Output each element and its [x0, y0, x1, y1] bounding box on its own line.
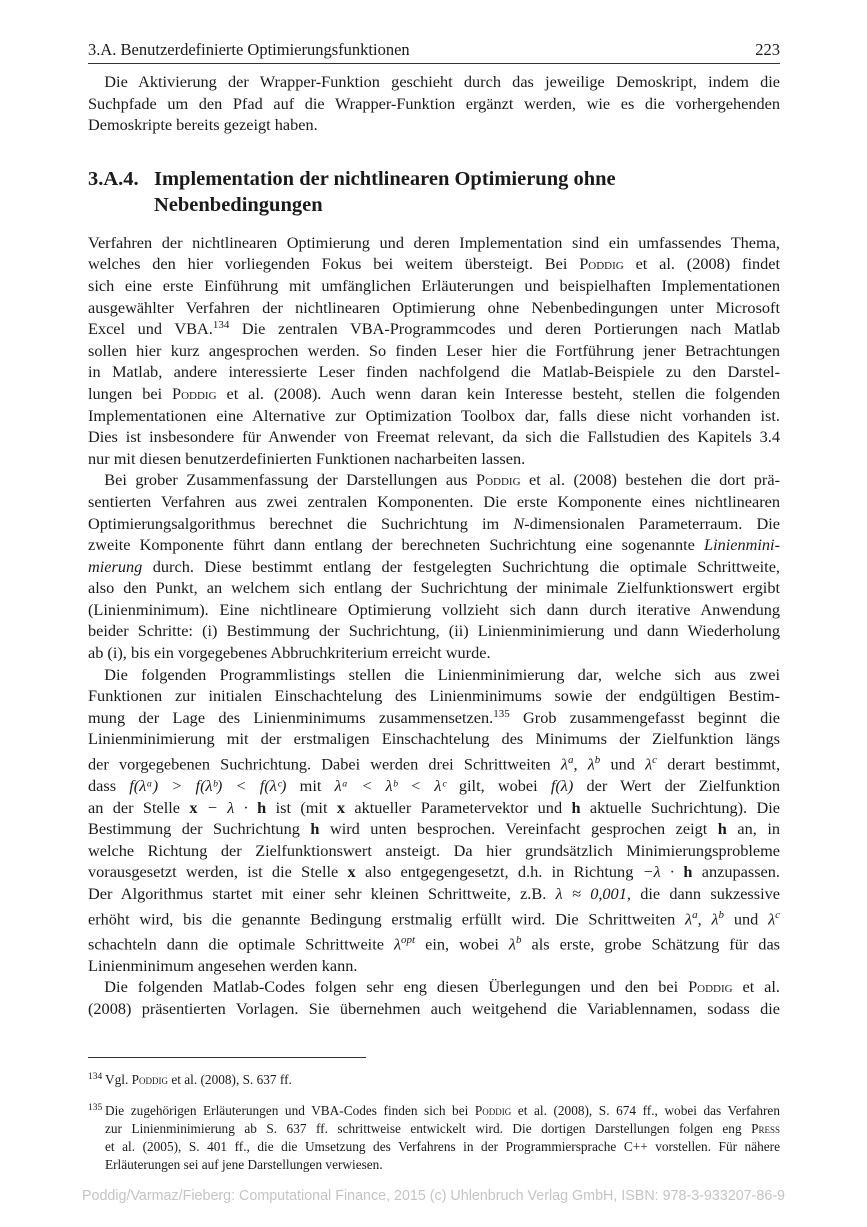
text-line: et al. (2005), S. 401 ff., die die Umsetzung des Verfahrens in der Programmiersprache C++ vorstellen. Für nähere [105, 1139, 780, 1155]
text-line [88, 534, 780, 556]
text: gilt, wobei [445, 776, 551, 796]
footnote-text [105, 1102, 780, 1174]
text-line: (Linienminimum). Eine nichtlineare Optimierung vollzieht sich dann durch iterative Anwendung [88, 599, 780, 619]
text: Die zentralen VBA-Programmcodes und deren Portierungen nach Matlab [229, 319, 780, 339]
math-superscript: c [652, 754, 658, 767]
book-page [88, 40, 780, 1174]
author-name: Poddig [131, 1072, 168, 1088]
text-line: sollen hier kurz angesprochen werden. So finden Leser hier die Fortführung jener Betrachtungen [88, 340, 780, 360]
text-line: Dies ist insbesondere für Anwender von Freemat relevant, da sich die Fallstudien des Kapitels 3.4 [88, 427, 780, 447]
text: ist (mit [266, 797, 337, 817]
text-line [88, 797, 780, 819]
intro-paragraph [88, 71, 780, 136]
text: und [724, 909, 769, 929]
text: Excel und VBA. [88, 319, 213, 339]
footnote-ref[interactable]: 135 [493, 707, 510, 720]
text: lungen bei [88, 383, 173, 403]
footnote-text [105, 1071, 780, 1089]
text-line: Funktionen zur initialen Einschachtelung des Linienminimums sowie der endgültigen Bestim- [88, 686, 780, 706]
math-formula: f(λᵃ) > f(λᵇ) < f(λᶜ) [129, 776, 287, 796]
math-superscript: b [594, 754, 601, 767]
text: zur Linienminimierung ab S. 637 ff. schrittweise entwickelt wird. Die dortigen Darstellungen folgen eng [105, 1121, 752, 1137]
section-heading [88, 166, 780, 218]
text-line [105, 1120, 780, 1138]
text: Bestimmung der Suchrichtung [88, 819, 311, 839]
author-name: Poddig [476, 470, 521, 490]
text: -dimensionalen Parameterraum. Die [524, 513, 780, 533]
emphasis: Linienmini- [704, 535, 780, 555]
footnote-ref[interactable]: 134 [212, 319, 230, 332]
text-line: sentierten Verfahren aus zwei zentralen Komponenten. Die erste Komponente eines nichtlinearen [88, 491, 780, 511]
text: an, in [726, 819, 780, 839]
math-formula: λᵃ < λᵇ < λᶜ [334, 776, 446, 796]
text: also entgegengesetzt, d.h. in Richtung [355, 862, 643, 882]
text-line: Suchpfade um den Pfad auf die Wrapper-Funktion ergänzt werden, wie es die vorhergehenden [88, 93, 780, 113]
text: dass [88, 776, 130, 796]
text-line: welche Richtung der Zielfunktionswert ansteigt. Da hier grundsätzlich Minimierungsprobleme [88, 840, 780, 860]
math-vector: x [336, 797, 345, 817]
text: an der Stelle [88, 797, 190, 817]
section-title-line: Nebenbedingungen [154, 193, 323, 216]
math-operator: − λ · [197, 797, 258, 817]
text-line: also den Punkt, an welchem sich entlang der Suchrichtung der minimale Zielfunktionswert ergibt [88, 578, 780, 598]
text-line: nur mit diesen benutzerdefinierten Funktionen nacharbeiten lassen. [88, 448, 526, 468]
page-number: 223 [755, 40, 780, 59]
author-name: Poddig [172, 383, 217, 403]
text-line [88, 750, 780, 775]
copyright-watermark: Poddig/Varmaz/Fieberg: Computational Finance, 2015 (c) Uhlenbruch Verlag GmbH, ISBN: 978-3-933207-86-9 [81, 1188, 786, 1204]
section-title-line: Implementation der nichtlinearen Optimierung ohne [154, 167, 616, 190]
math-lambda: λ [587, 754, 595, 774]
text: , [697, 909, 712, 929]
math-lambda: λ [393, 934, 402, 954]
math-lambda: λ [768, 909, 776, 929]
text-line [88, 905, 780, 930]
text-line: Die folgenden Programmlistings stellen die Linienminimierung dar, welche sich aus zwei [104, 664, 780, 684]
text: Grob zusammengefasst beginnt die [509, 707, 780, 727]
text-line [88, 556, 780, 578]
text: et al. (2008) bestehen die dort prä- [520, 470, 780, 490]
math-superscript: c [775, 908, 781, 921]
text-line [88, 318, 780, 340]
text: Optimierungsalgorithmus berechnet die Suchrichtung im [88, 513, 514, 533]
text-line [88, 930, 780, 955]
text-line [88, 775, 780, 797]
text: welches den hier vorliegenden Fokus bei weitem übersteigt. Bei [88, 254, 580, 274]
text-line: in Matlab, andere interessierte Leser finden nachfolgend die Matlab-Beispiele zu den Darstel- [88, 362, 780, 382]
text-line: sich eine erste Einführung mit umfänglichen Erläuterungen und beispielhaften Implementationen [88, 275, 780, 295]
paragraph [88, 976, 780, 1019]
text-line: Linienminimum angesehen werden kann. [88, 955, 358, 975]
text: , [573, 754, 588, 774]
section-number: 3.A.4. [88, 167, 139, 190]
text: mung der Lage des Linienminimums zusammensetzen. [88, 707, 494, 727]
math-vector: h [257, 797, 267, 817]
text: Vgl. [105, 1072, 132, 1088]
text-line [88, 883, 780, 905]
text-line [88, 976, 780, 998]
text: der Wert der Zielfunktion [573, 776, 781, 796]
text: et al. (2008). Auch wenn daran kein Interesse besteht, stellen die folgenden [216, 383, 780, 403]
text: erhöht wird, bis die genannte Bedingung erstmalig erfüllt wird. Die Schrittweiten [88, 909, 686, 929]
text-line [88, 253, 780, 275]
math-lambda: λ [645, 754, 653, 774]
text: anzupassen. [692, 862, 780, 882]
text: mit [286, 776, 335, 796]
footnote [88, 1102, 780, 1174]
math-vector: x [347, 862, 356, 882]
text: Bei grober Zusammenfassung der Darstellungen aus [104, 470, 477, 490]
author-name: Poddig [579, 254, 624, 274]
text-line [88, 818, 780, 840]
text: aktuelle Suchrichtung). Die [580, 797, 781, 817]
text: et al. (2008), S. 674 ff., wobei das Verfahren [511, 1103, 780, 1119]
text: vorausgesetzt werden, ist die Stelle [88, 862, 348, 882]
text-line [88, 513, 780, 535]
text-line: Verfahren der nichtlinearen Optimierung und deren Implementation sind ein umfassendes Thema, [88, 232, 780, 252]
math-lambda: λ [711, 909, 719, 929]
math-formula: f(λ) [550, 776, 574, 796]
text-line [88, 861, 780, 883]
math-vector: x [189, 797, 198, 817]
math-vector: h [683, 862, 693, 882]
math-lambda: λ [508, 934, 516, 954]
running-head-section: 3.A. Benutzerdefinierte Optimierungsfunktionen [88, 40, 410, 59]
paragraph [88, 469, 780, 663]
text: aktueller Parametervektor und [345, 797, 572, 817]
text-line [88, 707, 780, 729]
text: zweite Komponente führt dann entlang der berechneten Suchrichtung eine sogenannte [88, 535, 705, 555]
text: wird unten besprochen. Vereinfacht gesprochen zeigt [319, 819, 718, 839]
math-lambda: λ [685, 909, 693, 929]
text-line: Erläuterungen sei auf jene Darstellungen verwiesen. [105, 1157, 383, 1173]
footnote-divider [88, 1057, 366, 1058]
footnote [88, 1071, 780, 1089]
text: et al. (2008) findet [623, 254, 781, 274]
text-line [88, 383, 780, 405]
text-line [88, 469, 780, 491]
math-formula: λ ≈ 0,001 [555, 884, 627, 904]
running-head [88, 40, 780, 64]
footnote-number: 134 [88, 1072, 103, 1083]
math-vector: h [571, 797, 581, 817]
text: , die dann sukzessive [626, 884, 780, 904]
math-operator: −λ · [642, 862, 684, 882]
author-name: Poddig [688, 977, 733, 997]
text: Die folgenden Matlab-Codes folgen sehr eng diesen Überlegungen und den bei [104, 977, 689, 997]
math-superscript: b [515, 933, 522, 946]
math-vector: h [310, 819, 320, 839]
text: der vorgegebenen Suchrichtung. Dabei werden drei Schrittweiten [88, 754, 561, 774]
text-line: beider Schritte: (i) Bestimmung der Suchrichtung, (ii) Linienminimierung und dann Wiederholung [88, 621, 780, 641]
text-line: ausgewählter Verfahren der nichtlinearen Optimierung ohne Nebenbedingungen unter Microsoft [88, 297, 780, 317]
author-name: Poddig [474, 1103, 512, 1119]
text-line: ab (i), bis ein vorgegebenes Abbruchkriterium erreicht wurde. [88, 643, 491, 663]
math-vector: h [717, 819, 727, 839]
text: et al. (2008), S. 637 ff. [168, 1072, 292, 1088]
section-title [154, 166, 780, 218]
text-line: Demoskripte bereits gezeigt haben. [88, 115, 318, 135]
math-superscript: b [718, 908, 725, 921]
text: schachteln dann die optimale Schrittweite [88, 934, 394, 954]
text: derart bestimmt, [657, 754, 781, 774]
text: und [600, 754, 646, 774]
text-line: Linienminimierung mit der erstmaligen Einschachtelung des Minimums der Zielfunktion längs [88, 729, 780, 749]
math-superscript: a [692, 908, 698, 921]
text-line: Implementationen eine Alternative zur Optimization Toolbox dar, falls diese nicht vorhanden ist. [88, 405, 780, 425]
author-name: Press [751, 1121, 780, 1137]
text: ein, wobei [415, 934, 509, 954]
text-line: (2008) präsentierten Vorlagen. Sie übernehmen auch weitgehend die Variablennamen, sodass die [88, 998, 780, 1018]
text: Die zugehörigen Erläuterungen und VBA-Codes finden sich bei [105, 1103, 475, 1119]
math-superscript: a [567, 754, 574, 767]
math-variable: N [513, 513, 525, 533]
text: durch. Diese bestimmt entlang der festgelegten Suchrichtung die optimale Schrittweite, [142, 556, 780, 576]
math-lambda: λ [560, 754, 568, 774]
text: als erste, grobe Schätzung für das [521, 934, 781, 954]
emphasis: mierung [88, 556, 143, 576]
text: et al. [732, 977, 780, 997]
math-superscript: opt [401, 933, 416, 946]
text-line: Die Aktivierung der Wrapper-Funktion geschieht durch das jeweilige Demoskript, indem die [104, 72, 780, 91]
text-line [105, 1102, 780, 1120]
paragraph [88, 664, 780, 977]
footnote-number: 135 [88, 1103, 103, 1114]
paragraph [88, 232, 780, 470]
text: Der Algorithmus startet mit einer sehr kleinen Schrittweite, z.B. [88, 884, 556, 904]
